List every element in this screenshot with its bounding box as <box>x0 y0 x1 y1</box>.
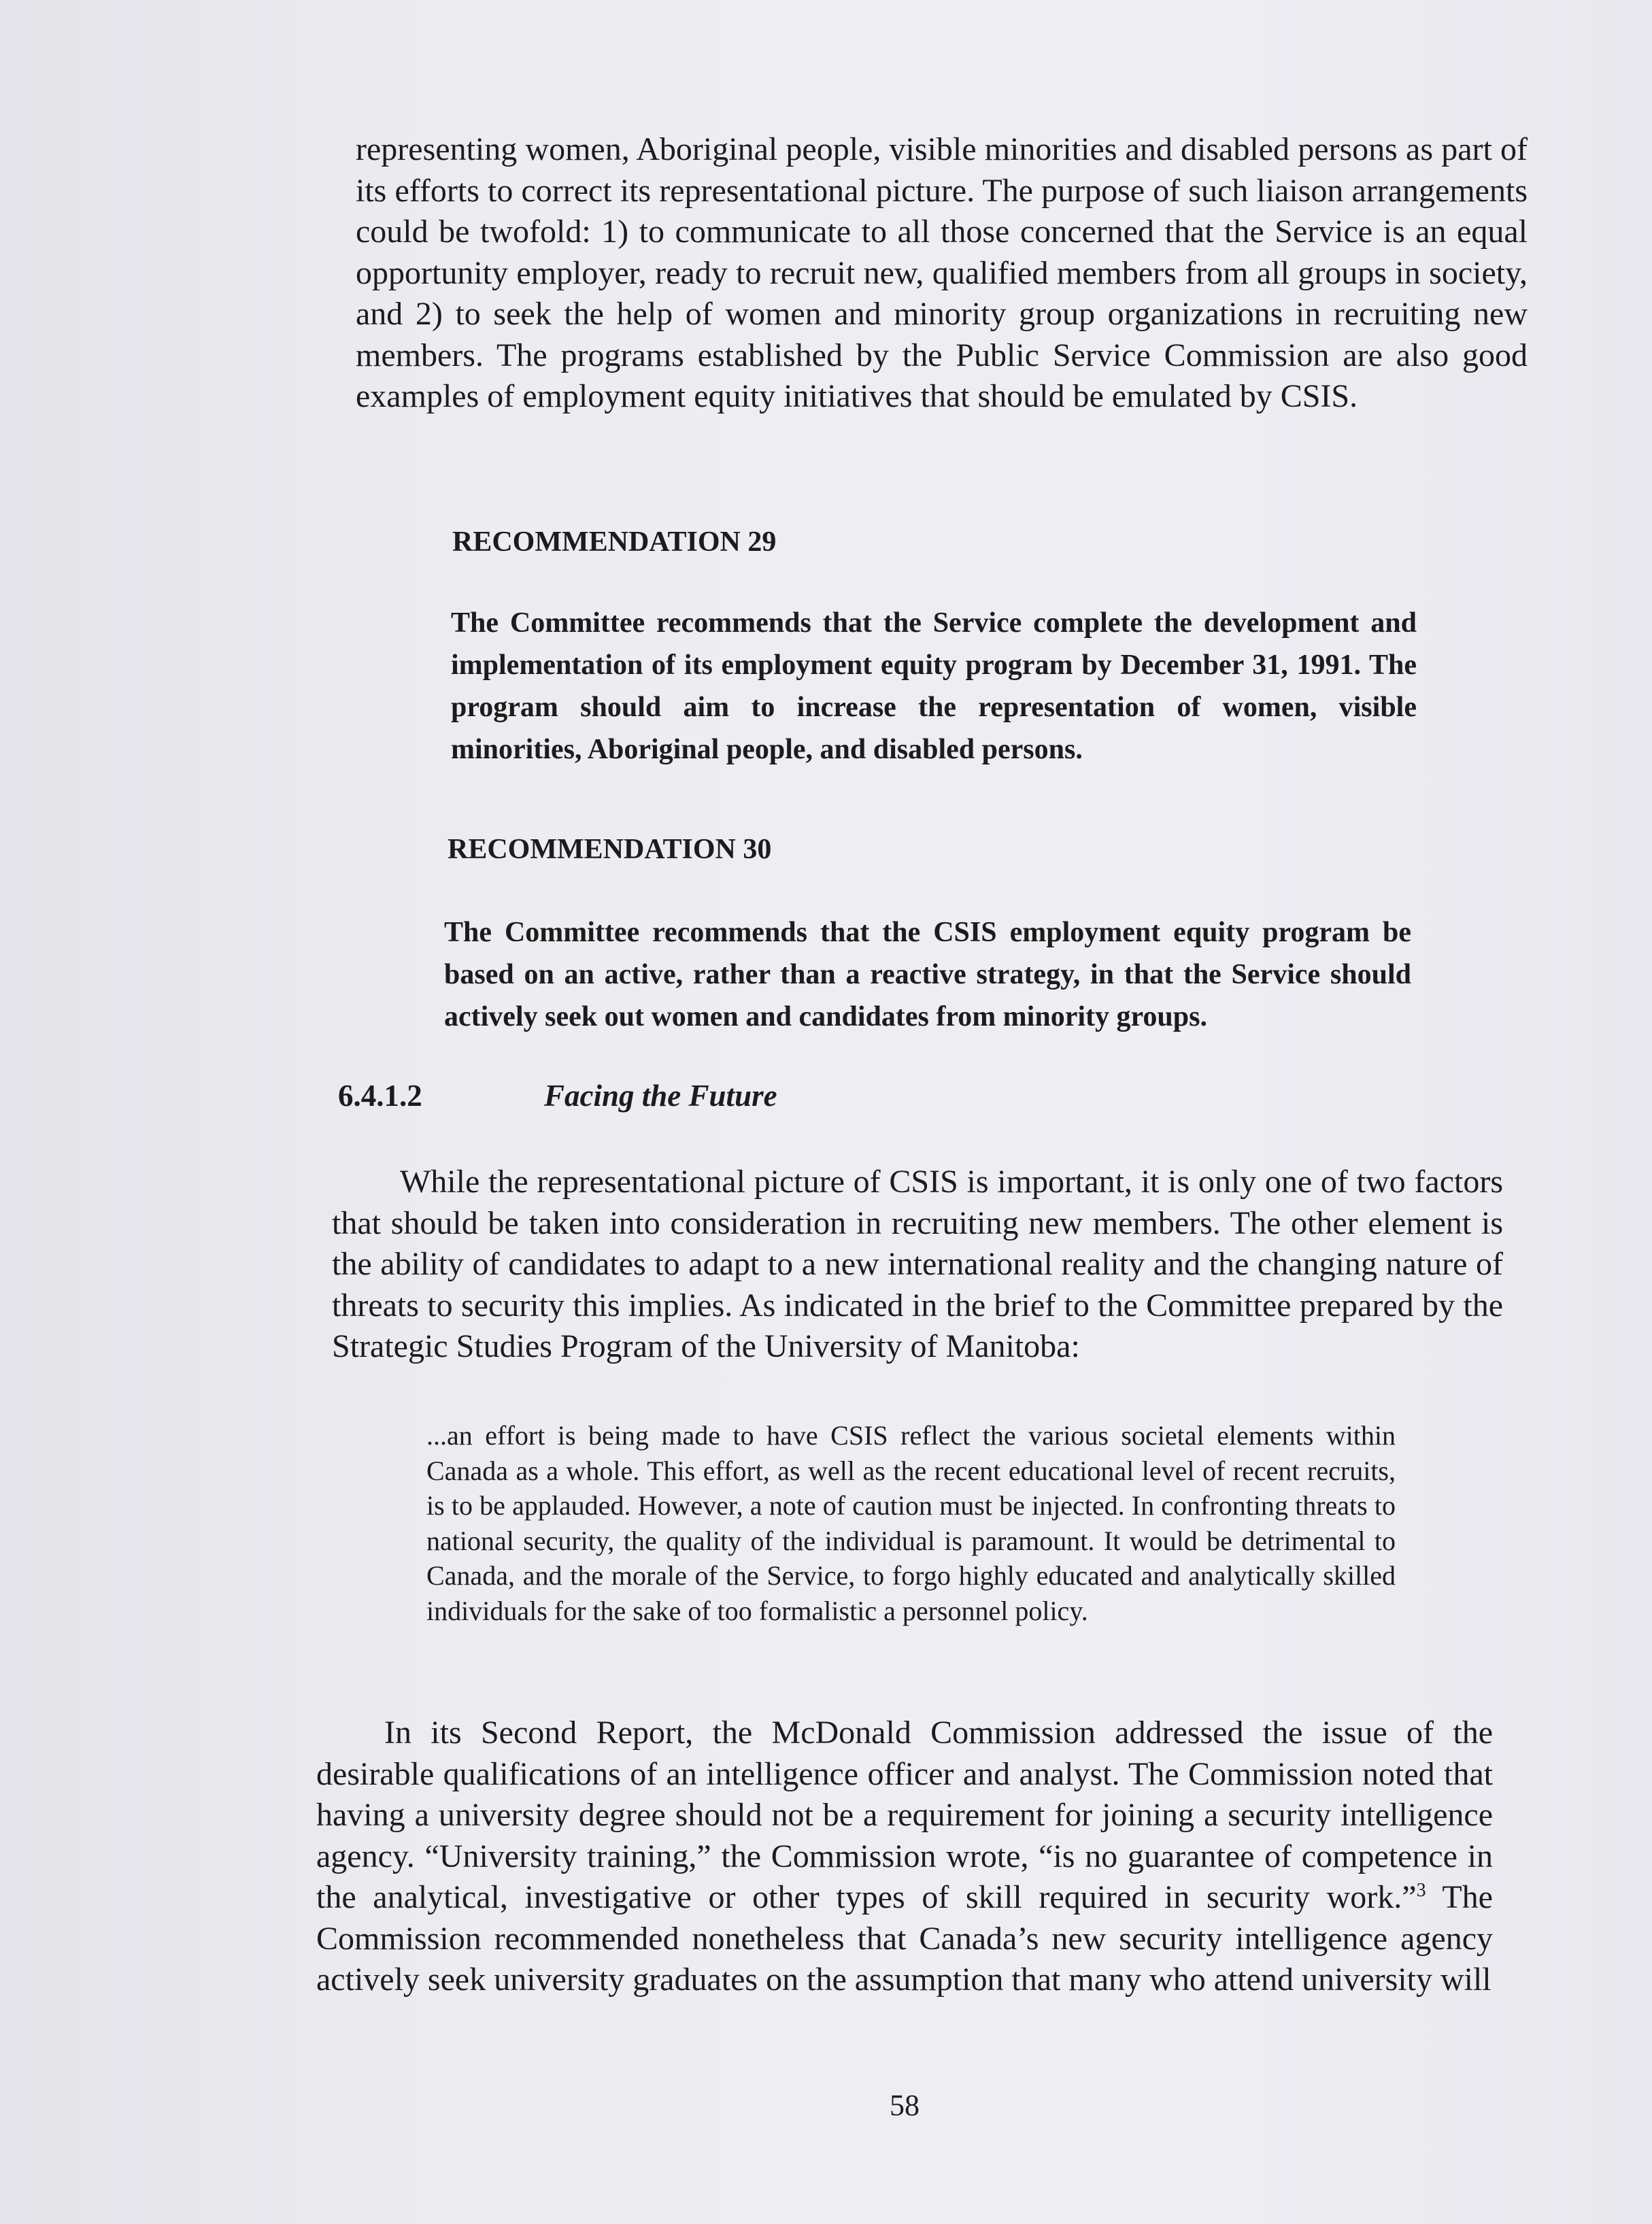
block-quote: ...an effort is being made to have CSIS reflect the various societal elements within Canada as a whole. This effort, as well as the recent educational level of recent recruits, is to be applauded. However, a note of caution must be injected. In confronting threats to national security, the quality of the individual is paramount. It would be detrimental to Canada, and the morale of the Service, to forgo highly educated and analytically skilled individuals for the sake of too formalistic a personnel policy. <box>426 1420 1396 1626</box>
recommendation-29-text: The Committee recommends that the Service complete the development and implementation of its employment equity program by December 31, 1991. The program should aim to increase the representation of women, visible minorities, Aboriginal people, and disabled persons. <box>451 607 1417 765</box>
section-number: 6.4.1.2 <box>338 1079 422 1113</box>
section-title: Facing the Future <box>544 1079 777 1113</box>
page-number: 58 <box>890 2089 920 2122</box>
opening-paragraph: representing women, Aboriginal people, visible minorities and disabled persons as part of its efforts to correct its representational picture. The purpose of such liaison arrangements could be twofold: 1) to communicate to all those concerned that the Service is an equal opportunity employer, ready to recruit new, qualified members from all groups in society, and 2) to seek the help of women and minority group organizations in recruiting new members. The programs established by the Public Service Commission are also good examples of employment equity initiatives that should be emulated by CSIS. <box>356 131 1528 414</box>
recommendation-30-text: The Committee recommends that the CSIS employment equity program be based on an active, rather than a reactive strategy, in that the Service should actively seek out women and candidates from minority groups. <box>444 917 1411 1032</box>
paragraph-three-text: In its Second Report, the McDonald Commission addressed the issue of the desirable qualifications of an intelligence officer and analyst. The Commission noted that having a university degree should not be a requirement for joining a security intelligence agency. “University training,” the Commission wrote, “is no guarantee of competence in the analytical, investigative or other types of skill required in security work.” <box>316 1715 1493 1915</box>
section-heading <box>338 1078 1494 1113</box>
footnote-marker: 3 <box>1416 1880 1426 1901</box>
paragraph-three <box>316 1713 1493 2001</box>
recommendation-30-heading: RECOMMENDATION 30 <box>448 834 772 865</box>
paragraph-two: While the representational picture of CSIS is important, it is only one of two factors that should be taken into consideration in recruiting new members. The other element is the ability of candidates to adapt to a new international reality and the changing nature of threats to security this implies. As indicated in the brief to the Committee prepared by the Strategic Studies Program of the University of Manitoba: <box>332 1164 1503 1364</box>
recommendation-29-heading: RECOMMENDATION 29 <box>452 526 777 558</box>
paragraph-three-continuation: The Commission recommended nonetheless that Canada’s new security intelligence agency actively seek university graduates on the assumption that many who attend university will <box>316 1879 1493 1998</box>
